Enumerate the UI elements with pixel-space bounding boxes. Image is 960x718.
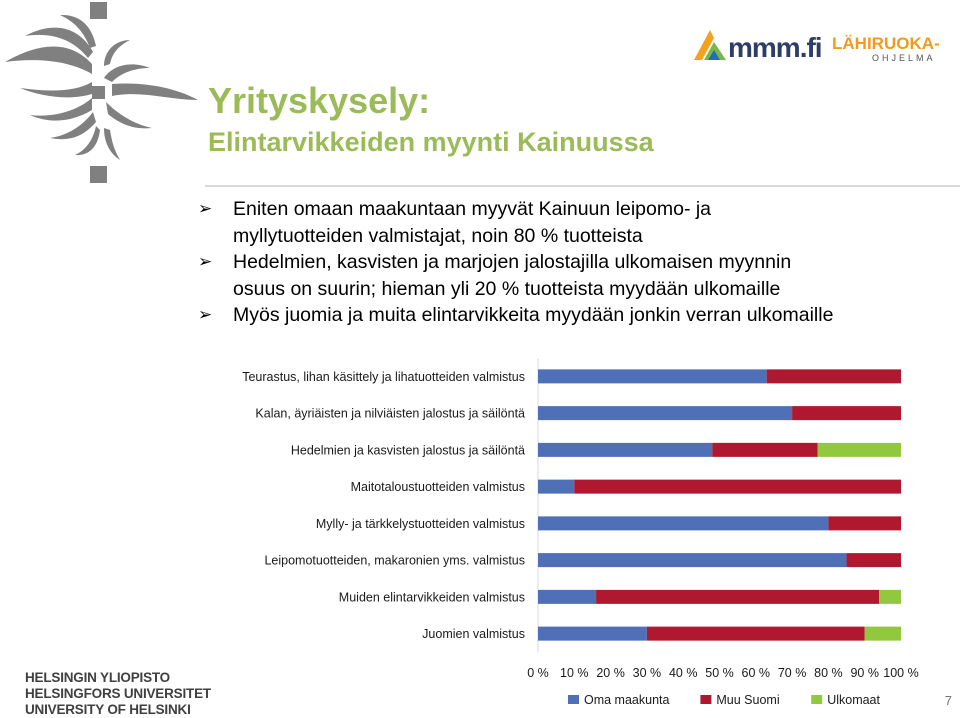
page-title: Yrityskysely: <box>208 80 431 121</box>
bar-segment <box>865 627 901 641</box>
bullet-line: myllytuotteiden valmistajat, noin 80 % tuotteista <box>233 224 643 247</box>
x-tick-label: 70 % <box>777 666 807 680</box>
arrow-bullet-icon: ➢ <box>198 199 213 218</box>
university-wordmark <box>25 670 211 718</box>
title-divider <box>205 185 960 187</box>
category-label: Juomien valmistus <box>422 627 525 642</box>
bullet-list <box>195 196 955 329</box>
bar-segment <box>574 480 901 494</box>
bar-segment <box>767 369 901 383</box>
bar-segment <box>538 590 596 604</box>
arrow-bullet-icon: ➢ <box>198 252 213 271</box>
mmm-mark-icon <box>692 28 728 62</box>
x-tick-label: 20 % <box>596 666 625 680</box>
page-subtitle: Elintarvikkeiden myynti Kainuussa <box>208 127 654 157</box>
bar-segment <box>647 627 865 641</box>
bar-segment <box>847 553 901 567</box>
x-tick-label: 90 % <box>850 666 879 680</box>
university-name-en: UNIVERSITY OF HELSINKI <box>25 702 191 717</box>
legend-swatch <box>568 695 579 704</box>
legend-swatch <box>811 695 822 704</box>
lahiruoka-logo-text: LÄHIRUOKA- <box>832 34 940 53</box>
bar-segment <box>828 516 901 530</box>
category-label: Kalan, äyriäisten ja nilviäisten jalostus ja säilöntä <box>255 406 525 421</box>
page-number: 7 <box>944 693 952 708</box>
helsinki-flame-logo <box>0 0 210 200</box>
bullet-item <box>195 249 955 302</box>
bar-segment <box>879 590 901 604</box>
arrow-bullet-icon: ➢ <box>198 305 213 324</box>
bar-segment <box>538 406 792 420</box>
bar-segment <box>596 590 879 604</box>
category-label: Mylly- ja tärkkelystuotteiden valmistus <box>315 516 525 531</box>
category-label: Maitotaloustuotteiden valmistus <box>350 480 525 495</box>
bar-segment <box>538 480 574 494</box>
bar-segment <box>538 553 847 567</box>
legend-swatch <box>700 695 711 704</box>
bar-segment <box>538 369 767 383</box>
x-tick-label: 80 % <box>814 666 843 680</box>
bar-segment <box>818 443 901 457</box>
bullet-item <box>195 302 955 329</box>
bar-segment <box>538 443 712 457</box>
category-label: Muiden elintarvikkeiden valmistus <box>338 590 525 605</box>
x-tick-label: 100 % <box>883 666 919 680</box>
category-label: Leipomotuotteiden, makaronien yms. valmistus <box>264 553 525 568</box>
university-name-fi: HELSINGIN YLIOPISTO <box>25 670 170 685</box>
mmm-logo <box>692 28 822 68</box>
category-label: Hedelmien ja kasvisten jalostus ja säilöntä <box>290 443 525 458</box>
legend-label: Muu Suomi <box>716 693 780 707</box>
bar-segment <box>538 627 647 641</box>
stacked-bar-chart <box>0 350 960 714</box>
legend-label: Oma maakunta <box>584 693 670 707</box>
mmm-logo-text: mmm.fi <box>728 32 822 63</box>
x-tick-label: 60 % <box>741 666 771 680</box>
bar-segment <box>538 516 828 530</box>
x-tick-label: 40 % <box>668 666 698 680</box>
lahiruoka-logo <box>832 34 952 68</box>
legend-label: Ulkomaat <box>827 693 880 707</box>
x-tick-label: 10 % <box>560 666 589 680</box>
bar-segment <box>792 406 901 420</box>
partner-logos <box>692 28 952 68</box>
bullet-line: Hedelmien, kasvisten ja marjojen jalostajilla ulkomaisen myynnin <box>233 251 792 273</box>
lahiruoka-logo-subtext: OHJELMA <box>872 53 936 63</box>
x-tick-label: 30 % <box>632 666 662 680</box>
bullet-line: Myös juomia ja muita elintarvikkeita myydään jonkin verran ulkomaille <box>233 304 834 326</box>
category-label: Teurastus, lihan käsittely ja lihatuotteiden valmistus <box>242 369 525 384</box>
bullet-line: Eniten omaan maakuntaan myyvät Kainuun leipomo- ja <box>233 198 712 220</box>
x-tick-label: 0 % <box>527 666 549 680</box>
university-name-sv: HELSINGFORS UNIVERSITET <box>25 686 211 701</box>
bullet-item <box>195 196 955 249</box>
x-tick-label: 50 % <box>705 666 734 680</box>
bullet-line: osuus on suurin; hieman yli 20 % tuotteista myydään ulkomaille <box>233 277 781 300</box>
bar-segment <box>712 443 817 457</box>
